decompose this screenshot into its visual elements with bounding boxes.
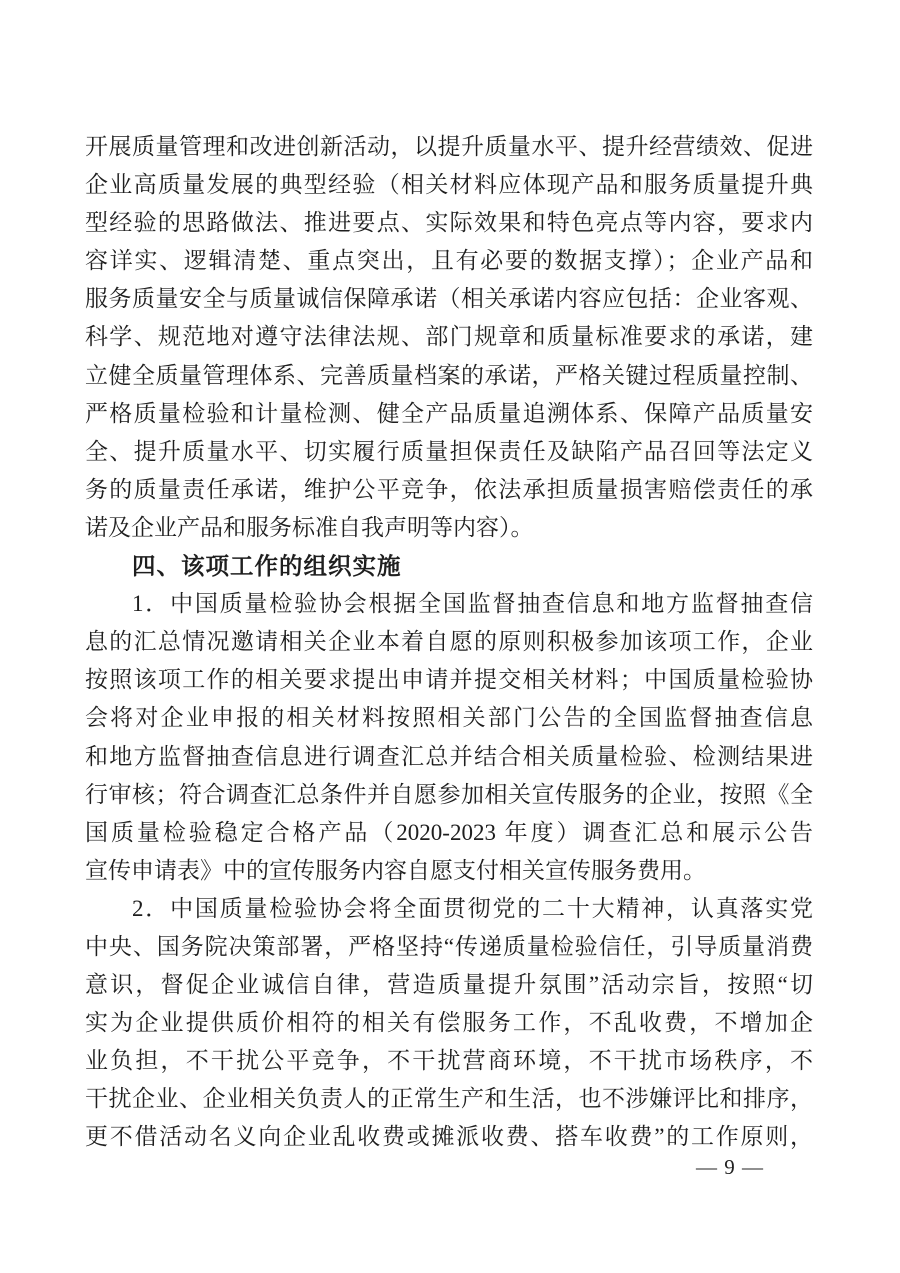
text-line: 实为企业提供质价相符的相关有偿服务工作，不乱收费，不增加企 [85,1010,813,1036]
text-line: 务的质量责任承诺，维护公平竞争，依法承担质量损害赔偿责任的承 [85,476,813,502]
text-line: 全、提升质量水平、切实履行质量担保责任及缺陷产品召回等法定义 [85,438,813,464]
text-line: 诺及企业产品和服务标准自我声明等内容）。 [85,514,534,540]
text-line: 国质量检验稳定合格产品（2020-2023 年度）调查汇总和展示公告 [85,819,813,845]
text-line: 服务质量安全与质量诚信保障承诺（相关承诺内容应包括：企业客观、 [85,286,813,312]
text-line: 意识，督促企业诚信自律，营造质量提升氛围”活动宗旨，按照“切 [85,972,813,998]
text-line: 干扰企业、企业相关负责人的正常生产和生活，也不涉嫌评比和排序， [85,1086,813,1112]
text-line: 息的汇总情况邀请相关企业本着自愿的原则积极参加该项工作，企业 [85,629,813,655]
text-line: 更不借活动名义向企业乱收费或摊派收费、搭车收费”的工作原则， [85,1124,813,1150]
text-line: 严格质量检验和计量检测、健全产品质量追溯体系、保障产品质量安 [85,400,813,426]
text-line: 2．中国质量检验协会将全面贯彻党的二十大精神，认真落实党 [132,895,813,921]
text-line: 容详实、逻辑清楚、重点突出，且有必要的数据支撑）；企业产品和 [85,248,813,274]
text-column [85,128,813,1157]
text-line: 1．中国质量检验协会根据全国监督抽查信息和地方监督抽查信 [132,591,813,617]
text-line: 开展质量管理和改进创新活动，以提升质量水平、提升经营绩效、促进 [85,134,813,159]
text-line: 企业高质量发展的典型经验（相关材料应体现产品和服务质量提升典 [85,172,813,198]
page-number: — 9 — [696,1155,764,1179]
text-line: 科学、规范地对遵守法律法规、部门规章和质量标准要求的承诺，建 [85,324,813,350]
section-heading: 四、该项工作的组织实施 [132,553,402,580]
text-line: 和地方监督抽查信息进行调查汇总并结合相关质量检验、检测结果进 [85,743,813,769]
text-line: 行审核；符合调查汇总条件并自愿参加相关宣传服务的企业，按照《全 [85,781,813,807]
text-line: 型经验的思路做法、推进要点、实际效果和特色亮点等内容，要求内 [85,210,813,236]
text-line: 业负担，不干扰公平竞争，不干扰营商环境，不干扰市场秩序，不 [85,1048,813,1074]
text-line: 中央、国务院决策部署，严格坚持“传递质量检验信任，引导质量消费 [85,933,813,959]
text-line: 宣传申请表》中的宣传服务内容自愿支付相关宣传服务费用。 [85,857,706,883]
text-line: 会将对企业申报的相关材料按照相关部门公告的全国监督抽查信息 [85,705,813,731]
text-line: 立健全质量管理体系、完善质量档案的承诺，严格关键过程质量控制、 [85,362,813,388]
text-line: 按照该项工作的相关要求提出申请并提交相关材料；中国质量检验协 [85,667,813,693]
